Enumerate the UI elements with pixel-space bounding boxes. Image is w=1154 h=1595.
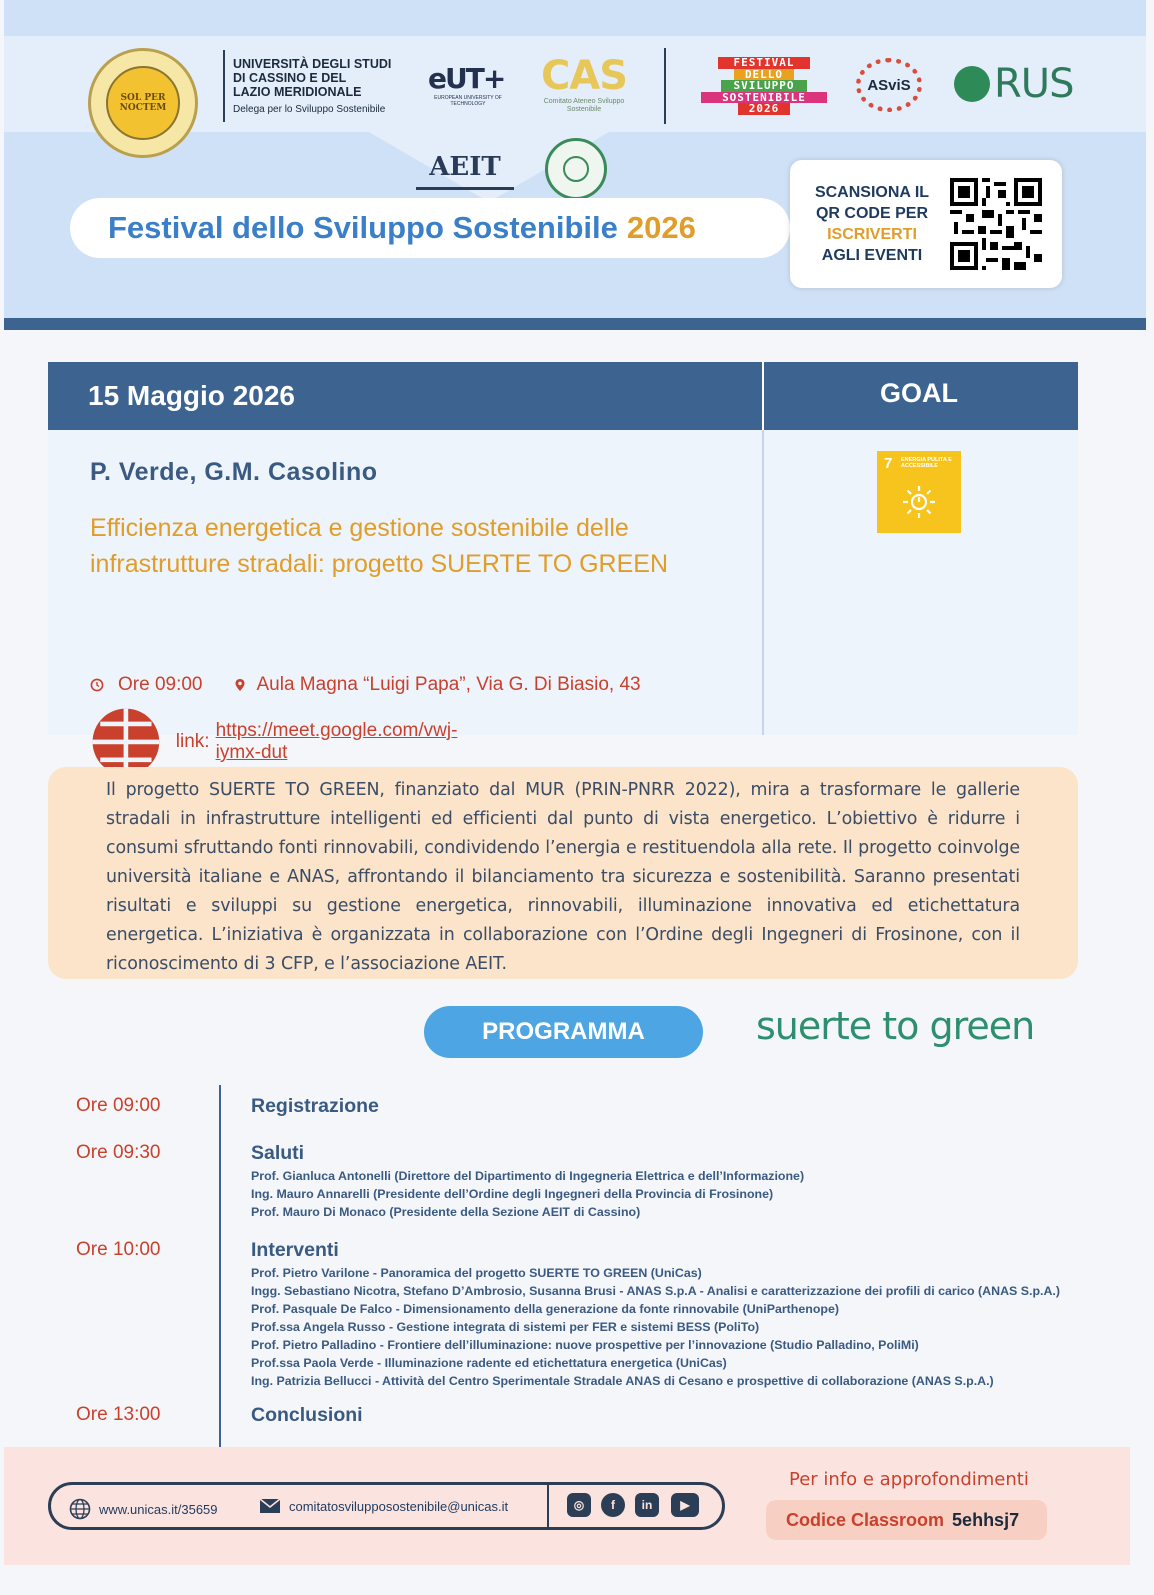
instagram-icon[interactable]: ◎ (567, 1493, 591, 1517)
event-time-location (90, 674, 641, 696)
linkedin-icon[interactable]: in (635, 1493, 659, 1517)
slot-time: Ore 10:00 (76, 1239, 161, 1260)
ordine-ingegneri-logo (545, 138, 607, 200)
speaker-line: Ing. Mauro Annarelli (Presidente dell’Ordine degli Ingegneri della Provincia di Frosinone) (251, 1187, 774, 1201)
event-time: Ore 09:00 (118, 674, 203, 695)
slot-title: Saluti (251, 1142, 305, 1164)
classroom-code-badge: Codice Classroom 5ehhsj7 (766, 1500, 1047, 1540)
clock-icon (90, 678, 104, 692)
youtube-icon[interactable]: ▶ (671, 1493, 699, 1517)
globe-icon (69, 1498, 91, 1520)
location-pin-icon (233, 678, 247, 692)
leaf-icon (954, 66, 990, 102)
speaker-line: Prof. Pietro Varilone - Panoramica del progetto SUERTE TO GREEN (UniCas) (251, 1266, 702, 1280)
rus-logo: RUS (954, 62, 1073, 106)
aeit-logo: AEIT (416, 150, 514, 190)
slot-speakers (251, 1167, 804, 1221)
university-name: UNIVERSITÀ DEGLI STUDI DI CASSINO E DEL LAZIO MERIDIONALE (233, 57, 392, 99)
speaker-line: Prof. Gianluca Antonelli (Direttore del Dipartimento di Ingegneria Elettrica e dell’Informazione) (251, 1169, 805, 1183)
slot-speakers (251, 1264, 1060, 1390)
qr-registration-box[interactable]: SCANSIONA IL QR CODE PER ISCRIVERTI AGLI EVENTI (790, 160, 1062, 288)
programma-button[interactable]: PROGRAMMA (424, 1006, 703, 1058)
meet-link[interactable]: https://meet.google.com/vwj-iymx-dut (215, 719, 458, 763)
sdg-7-icon: 7 ENERGIA PULITA E ACCESSIBILE (877, 451, 961, 533)
festival-logo: FESTIVAL DELLO SVILUPPO SOSTENIBILE 2026 (701, 57, 827, 115)
university-subtitle: Delega per lo Sviluppo Sostenibile (233, 104, 386, 115)
slot-title: Interventi (251, 1239, 339, 1261)
event-title: Efficienza energetica e gestione sostenibile delle infrastrutture stradali: progetto SUERTE TO GREEN (90, 514, 669, 578)
event-link-row: link: https://meet.google.com/vwj-iymx-dut (90, 706, 457, 778)
slot-time: Ore 13:00 (76, 1404, 161, 1425)
facebook-icon[interactable]: f (601, 1493, 625, 1517)
info-text: Per info e approfondimenti (789, 1469, 1029, 1490)
event-location: Aula Magna “Luigi Papa”, Via G. Di Biasio, 43 (256, 674, 641, 695)
speaker-line: Ingg. Sebastiano Nicotra, Stefano D’Ambrosio, Susanna Brusi - ANAS S.p.A - Analisi e caratterizzazione dei profili di carico (ANAS S.p.A.) (251, 1284, 1060, 1298)
speaker-line: Ing. Patrizia Bellucci - Attività del Centro Sperimentale Stradale ANAS di Cesano e prospettive di collaborazione (ANAS S.p.A.) (251, 1374, 994, 1388)
speaker-line: Prof. Pasquale De Falco - Dimensionamento della generazione da fonte rinnovabile (UniParthenope) (251, 1302, 839, 1316)
festival-title: Festival dello Sviluppo Sostenibile 2026 (70, 198, 790, 258)
speaker-line: Prof. Pietro Palladino - Frontiere dell’illuminazione: nuove prospettive per l’innovazione (Studio Palladino, PoliMi) (251, 1338, 919, 1352)
slot-title: Registrazione (251, 1095, 379, 1117)
slot-title: Conclusioni (251, 1404, 363, 1426)
schedule-timeline (219, 1085, 221, 1447)
event-authors: P. Verde, G.M. Casolino (90, 458, 378, 486)
eut-logo: eUT+ EUROPEAN UNIVERSITY OF TECHNOLOGY (428, 62, 505, 107)
footer (4, 1447, 1130, 1565)
qr-code-icon[interactable] (950, 178, 1042, 270)
email-link[interactable]: comitatosvilupposostenibile@unicas.it (259, 1498, 508, 1514)
website-link[interactable]: www.unicas.it/35659 (69, 1498, 218, 1520)
asvis-logo: ASviS (856, 58, 922, 112)
project-description: Il progetto SUERTE TO GREEN, finanziato dal MUR (PRIN-PNRR 2022), mira a trasformare le gallerie stradali in infrastrutture intelligenti ed efficienti dal punto di vista energetico. L’obiettivo è ridurre i consumi sfruttando fonti rinnovabili, condividendo l’energia e restituendola alla rete. Il progetto coinvolge università italiane e ANAS, affrontando il bilanciamento tra sicurezza e sostenibilità. Saranno presentati risultati e sviluppi su gestione energetica, rinnovabili, illuminazione innovativa ed etichettatura energetica. L’iniziativa è organizzata in collaborazione con l’Ordine degli Ingegneri di Frosinone, con il riconoscimento di 3 CFP, e l’associazione AEIT. (48, 767, 1078, 979)
event-card (48, 362, 1078, 763)
slot-time: Ore 09:30 (76, 1142, 161, 1163)
university-seal-logo: SOL PER NOCTEM (88, 48, 198, 158)
slot-time: Ore 09:00 (76, 1095, 161, 1116)
cas-logo: CAS Comitato Ateneo Sviluppo Sostenibile (540, 53, 628, 113)
contact-bar (48, 1482, 725, 1530)
speaker-line: Prof.ssa Paola Verde - Illuminazione radente ed etichettatura energetica (UniCas) (251, 1356, 727, 1370)
header (4, 0, 1146, 322)
event-header (48, 362, 1078, 430)
event-date: 15 Maggio 2026 (88, 380, 295, 411)
power-sun-icon (902, 485, 936, 519)
mail-icon (259, 1498, 281, 1514)
speaker-line: Prof. Mauro Di Monaco (Presidente della Sezione AEIT di Cassino) (251, 1205, 641, 1219)
goal-header: GOAL (880, 378, 958, 408)
speaker-line: Prof.ssa Angela Russo - Gestione integrata di sistemi per FER e sistemi BESS (PoliTo) (251, 1320, 760, 1334)
suerte-to-green-logo: suerte to green (756, 1004, 1035, 1048)
